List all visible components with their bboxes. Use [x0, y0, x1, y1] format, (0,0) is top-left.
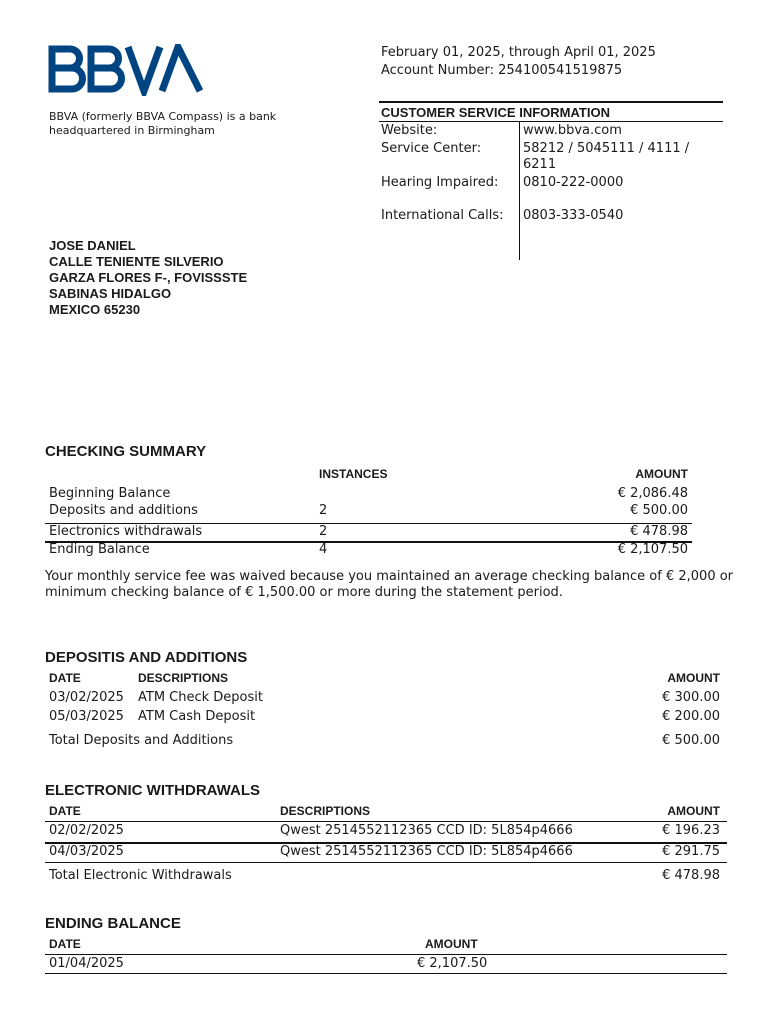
deposit-desc: ATM Check Deposit: [138, 690, 263, 705]
ending-amount: € 2,107.50: [417, 956, 488, 971]
address-line: GARZA FLORES F-, FOVISSSTE: [49, 270, 248, 285]
checking-summary-title: CHECKING SUMMARY: [45, 443, 207, 460]
bbva-logo: [48, 44, 206, 96]
summary-label: Electronics withdrawals: [49, 524, 203, 539]
summary-instances: 2: [319, 524, 328, 539]
withdrawal-amount: € 291.75: [662, 844, 720, 859]
customer-service-box: [379, 101, 723, 260]
col-date: DATE: [49, 804, 81, 818]
ending-bottom-divider: [45, 973, 727, 974]
summary-amount: € 2,086.48: [617, 486, 688, 501]
cs-label: International Calls:: [381, 208, 504, 223]
withdrawal-date: 02/02/2025: [49, 823, 124, 838]
withdrawal-desc: Qwest 2514552112365 CCD ID: 5L854p4666: [280, 823, 573, 838]
deposit-date: 03/02/2025: [49, 690, 124, 705]
col-date: DATE: [49, 671, 81, 685]
withdrawal-desc: Qwest 2514552112365 CCD ID: 5L854p4666: [280, 844, 573, 859]
address-line: SABINAS HIDALGO: [49, 286, 172, 301]
cs-label: Website:: [381, 123, 438, 138]
cs-value: 0810-222-0000: [523, 175, 624, 190]
address-line: CALLE TENIENTE SILVERIO: [49, 254, 224, 269]
col-amount: AMOUNT: [667, 804, 720, 818]
deposit-desc: ATM Cash Deposit: [138, 709, 256, 724]
cs-label: Hearing Impaired:: [381, 175, 499, 190]
withdrawals-total-label: Total Electronic Withdrawals: [49, 868, 232, 883]
address-line: MEXICO 65230: [49, 302, 141, 317]
bank-description: BBVA (formerly BBVA Compass) is a bank headquartered in Birmingham: [49, 110, 277, 137]
bbva-logo-mark: [48, 44, 206, 96]
deposits-total-label: Total Deposits and Additions: [49, 733, 234, 748]
col-amount: AMOUNT: [667, 671, 720, 685]
col-descriptions: DESCRIPTIONS: [280, 804, 371, 818]
deposit-amount: € 200.00: [662, 709, 720, 724]
summary-label: Deposits and additions: [49, 503, 198, 518]
withdrawals-row-divider: [45, 862, 727, 863]
cs-value: 0803-333-0540: [523, 208, 624, 223]
withdrawals-header-divider: [45, 821, 727, 822]
address-line: JOSE DANIEL: [49, 238, 136, 253]
summary-label: Beginning Balance: [49, 486, 171, 501]
col-instances: INSTANCES: [319, 467, 388, 481]
summary-instances: 2: [319, 503, 328, 518]
cs-label: Service Center:: [381, 141, 482, 156]
col-amount: AMOUNT: [635, 467, 688, 481]
summary-amount: € 478.98: [630, 524, 688, 539]
withdrawal-date: 04/03/2025: [49, 844, 124, 859]
cs-value: 58212 / 5045111 / 4111 / 6211: [523, 141, 690, 172]
withdrawal-amount: € 196.23: [662, 823, 720, 838]
fee-waiver-note: Your monthly service fee was waived because you maintained an average checking balance of € 2,000 or minimum checking balance of € 1,500.00 or more during the statement period.: [45, 569, 734, 600]
deposits-title: DEPOSITIS AND ADDITIONS: [45, 649, 248, 666]
deposit-amount: € 300.00: [662, 690, 720, 705]
col-amount: AMOUNT: [425, 937, 478, 951]
withdrawals-total-amount: € 478.98: [662, 868, 720, 883]
summary-instances: 4: [319, 542, 328, 557]
statement-header: [381, 44, 656, 80]
customer-service-body: [379, 122, 723, 260]
withdrawals-title: ELECTRONIC WITHDRAWALS: [45, 782, 260, 799]
summary-amount: € 2,107.50: [617, 542, 688, 557]
summary-amount: € 500.00: [630, 503, 688, 518]
account-number: Account Number: 254100541519875: [381, 63, 623, 78]
deposit-date: 05/03/2025: [49, 709, 124, 724]
ending-date: 01/04/2025: [49, 956, 124, 971]
ending-header-divider: [45, 954, 727, 955]
col-descriptions: DESCRIPTIONS: [138, 671, 229, 685]
col-date: DATE: [49, 937, 81, 951]
customer-address: [49, 238, 247, 318]
deposits-total-amount: € 500.00: [662, 733, 720, 748]
cs-website-link[interactable]: www.bbva.com: [523, 123, 622, 138]
statement-period: February 01, 2025, through April 01, 2025: [381, 45, 656, 60]
customer-service-divider: [519, 122, 520, 260]
summary-label: Ending Balance: [49, 542, 150, 557]
ending-balance-title: ENDING BALANCE: [45, 915, 181, 932]
customer-service-title: CUSTOMER SERVICE INFORMATION: [379, 101, 723, 122]
